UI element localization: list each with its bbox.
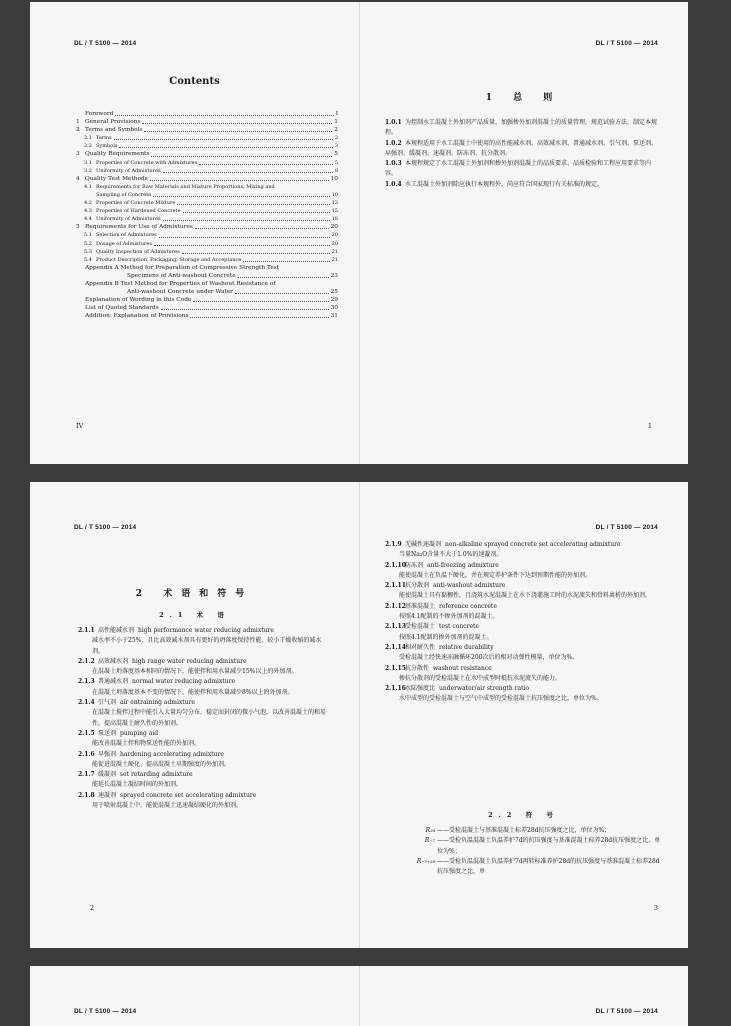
- running-header: DL / T 5100 — 2014: [595, 40, 658, 47]
- term-heading: [385, 684, 661, 694]
- toc-page: 8: [334, 167, 338, 174]
- toc-page: 5: [334, 159, 338, 166]
- toc-text: Sampling of Concrete: [96, 191, 152, 198]
- term-number: 2.1.1: [78, 627, 95, 634]
- term-cn: 高效减水剂: [98, 657, 129, 665]
- toc-entry: [76, 231, 338, 239]
- term-number: 2.1.16: [385, 685, 406, 693]
- toc-page: 20: [331, 232, 338, 239]
- toc-page: 21: [331, 248, 338, 255]
- toc-entry: [76, 312, 338, 320]
- toc-entry: [76, 159, 338, 167]
- term-cn: 缓凝剂: [98, 771, 117, 779]
- term-en: set retarding admixture: [120, 771, 193, 779]
- toc-entry: [76, 199, 338, 207]
- terms-list: [78, 626, 330, 811]
- term-heading: [385, 602, 661, 612]
- toc-page: 20: [330, 224, 338, 231]
- toc-leader: [190, 317, 328, 318]
- chapter-body: [385, 118, 661, 190]
- toc-entry: [76, 248, 338, 256]
- term-heading: [78, 770, 330, 780]
- toc-leader: [115, 115, 333, 116]
- term-heading: [78, 626, 330, 636]
- toc-number: 4.4: [84, 216, 92, 223]
- toc-text: Addition: Explanation of Provisions: [85, 313, 189, 320]
- term-heading: [78, 729, 330, 739]
- terms-page-left: [30, 482, 359, 948]
- toc-text: Uniformity of Admixtures: [96, 216, 161, 223]
- toc-leader: [119, 147, 332, 148]
- toc-leader: [163, 220, 330, 221]
- toc-leader: [150, 180, 329, 181]
- toc-text: Selection of Admixtures: [96, 232, 157, 239]
- clause: [385, 159, 661, 180]
- term-en: high range water reducing admixture: [132, 657, 247, 665]
- toc-number: 4.1: [84, 183, 92, 190]
- term-cn: 受检混凝土: [405, 623, 436, 631]
- page-number: IV: [76, 422, 84, 430]
- toc-leader: [144, 131, 332, 132]
- toc-entry: [76, 110, 338, 118]
- running-header: DL / T 5100 — 2014: [74, 524, 137, 531]
- toc-number: 5.2: [84, 240, 92, 247]
- term-definition: 按照4.1配制的不掺外加剂的混凝土。: [399, 613, 499, 621]
- term-definition: 减水率不小于25%，且比高效减水剂具有更好的坍落度保持性能、较小干燥收缩的减水剂。: [92, 637, 322, 655]
- term-heading: [385, 561, 661, 571]
- toc-entry: [76, 142, 338, 150]
- toc-leader: [161, 309, 329, 310]
- toc-entry: [76, 150, 338, 158]
- term-cn: 普通减水剂: [98, 678, 129, 686]
- term-definition: 用于喷射混凝土中，能使混凝土迅速凝结硬化的外加剂。: [92, 802, 243, 810]
- toc-leader: [159, 237, 330, 238]
- toc-entry: [76, 167, 338, 175]
- symbol-definition: ——受检混凝土与基准混凝土标养28d抗压强度之比，单位为%；: [437, 827, 611, 834]
- toc-leader: [153, 196, 329, 197]
- toc-entry: [76, 272, 338, 280]
- term-number: 2.1.14: [385, 643, 406, 651]
- toc-text: Explanation of Wording in this Code: [85, 297, 192, 304]
- term-definition: 能使混凝土在负温下硬化，并在规定养护条件下达到预期性能的外加剂。: [399, 571, 592, 579]
- clause-text: 为控制水工混凝土外加剂产品质量，加强掺外加剂混凝土的质量管理，规范试验方法，制定本规程。: [385, 119, 658, 137]
- toc-leader: [243, 261, 329, 262]
- toc-page: 20: [331, 240, 338, 247]
- toc-text: Requirements for Raw Materials and Mixture Proportions, Mixing and: [96, 183, 275, 190]
- toc-leader: [163, 172, 333, 173]
- clause-text: 本规程规定了水工混凝土外加剂和掺外加剂混凝土的品质要求、品质检验和工程应用要求等内容。: [385, 160, 652, 178]
- term-en: anti-washout admixture: [433, 582, 506, 590]
- running-header: DL / T 5100 — 2014: [595, 1008, 658, 1015]
- toc-text: Foreword: [85, 111, 114, 117]
- toc-text: Properties of Hardened Concrete: [96, 208, 181, 215]
- toc-text: Anti-washout Concrete under Water: [127, 289, 233, 296]
- term-heading: [385, 622, 661, 632]
- term-cn: 抗分散性: [405, 664, 430, 672]
- term-definition: 能延长混凝土凝结时间的外加剂。: [92, 781, 183, 789]
- toc-number: 4: [76, 175, 80, 182]
- term-en: high performance water reducing admixture: [138, 627, 274, 634]
- toc-leader: [199, 164, 333, 165]
- toc-leader: [195, 228, 329, 229]
- toc-page: 13: [331, 200, 338, 207]
- toc-page: 25: [330, 289, 338, 296]
- toc-text: General Provisions: [85, 119, 141, 126]
- terms-page-right: [359, 482, 688, 948]
- toc-number: 3: [76, 151, 80, 158]
- term-number: 2.1.12: [385, 602, 406, 610]
- term-heading: [385, 581, 661, 591]
- toc-text: Quality Test Methods: [85, 175, 148, 182]
- term-cn: 相对耐久性: [405, 643, 436, 651]
- toc-leader: [177, 204, 329, 205]
- term-heading: [385, 664, 661, 674]
- toc-entry: [76, 191, 338, 199]
- term-cn: 基准混凝土: [405, 602, 436, 610]
- toc-number: 3.2: [84, 167, 92, 174]
- running-header: DL / T 5100 — 2014: [595, 524, 658, 531]
- toc-text: Appendix A Method for Preparation of Compressive Strength Test: [85, 264, 280, 271]
- toc-page: 30: [330, 305, 338, 312]
- term-number: 2.1.5: [78, 729, 95, 737]
- toc-entry: [76, 264, 338, 272]
- chapter-title: 1 总 则: [485, 93, 562, 103]
- toc-entry: [76, 256, 338, 264]
- term-cn: 防冻剂: [405, 561, 424, 569]
- term-definition: 在混凝土坍落度基本不变的情况下，能使拌和用水量减少8%以上的外加剂。: [92, 688, 294, 696]
- term-en: test concrete: [439, 623, 479, 631]
- toc-entry: [76, 280, 338, 288]
- toc-entry: [76, 207, 338, 215]
- term-definition: 受检混凝土经快速冻融循环200次后的相对动弹性模量，单位为%。: [399, 654, 579, 662]
- term-definition: 在混凝土搅拌过程中能引入大量均匀分布、稳定而封闭的微小气泡，以改善混凝土的和易性，提高混凝土耐久性的外加剂。: [92, 709, 327, 727]
- term-en: non-alkaline sprayed concrete set accelerating admixture: [445, 541, 621, 548]
- term-definition: 当量Na₂O含量不大于1.0%的速凝剂。: [399, 551, 503, 559]
- toc-leader: [183, 212, 330, 213]
- toc-text: Symbols: [96, 143, 118, 150]
- toc-page: 3: [334, 143, 338, 150]
- term-en: normal water reducing admixture: [132, 678, 236, 686]
- toc-text: Terms and Symbols: [85, 127, 143, 134]
- term-cn: 引气剂: [98, 699, 117, 707]
- term-definition: 掺抗分散剂的受检混凝土在水中成型时抵抗水泥流失的能力。: [399, 674, 562, 682]
- term-number: 2.1.10: [385, 561, 406, 569]
- term-number: 2.1.8: [78, 791, 95, 799]
- toc-text: Properties of Concrete with Admixtures: [96, 159, 198, 166]
- symbol-entry: [385, 826, 661, 836]
- term-heading: [78, 698, 330, 708]
- toc-entry: [76, 175, 338, 183]
- toc-text: Specimens of Anti-washout Concrete: [127, 272, 236, 279]
- toc-page: 2: [334, 127, 338, 134]
- toc-entry: [76, 223, 338, 231]
- term-en: underwater/air strength ratio: [439, 685, 530, 693]
- toc-number: 5: [76, 224, 80, 231]
- toc-number: 4.2: [84, 200, 92, 207]
- symbol: R₂₈: [425, 827, 435, 834]
- toc-page: 29: [330, 297, 338, 304]
- symbol-entry: [385, 857, 661, 878]
- clause-text: 水工混凝土外加剂除应执行本规程外，尚应符合国家现行有关标准的规定。: [405, 180, 604, 188]
- page-spread-3: [30, 966, 688, 1026]
- toc-text: Quality Requirements: [85, 151, 150, 158]
- term-definition: 水中成型的受检混凝土与空气中成型的受检混凝土抗压强度之比，单位为%。: [399, 695, 603, 703]
- contents-page: [30, 2, 359, 464]
- toc-page: 5: [334, 151, 338, 158]
- clause-number: 1.0.2: [385, 139, 402, 147]
- term-cn: 高性能减水剂: [98, 627, 135, 634]
- running-header: DL / T 5100 — 2014: [74, 1008, 137, 1015]
- term-heading: [78, 750, 330, 760]
- clause: [385, 118, 661, 139]
- term-number: 2.1.4: [78, 699, 95, 707]
- term-heading: [385, 643, 661, 653]
- term-definition: 按照4.1配制的掺外加剂的混凝土。: [399, 633, 493, 641]
- toc-page: I: [335, 111, 338, 117]
- term-en: washout resistance: [433, 664, 492, 672]
- toc-leader: [193, 301, 328, 302]
- term-definition: 在混凝土坍落度基本相同的情况下，能使拌和用水量减少15%以上的外加剂。: [92, 668, 298, 676]
- toc-text: Requirements for Use of Admixtures: [85, 224, 193, 231]
- toc-text: Product Description, Packaging, Storage and Acceptance: [96, 256, 242, 263]
- toc-number: 1: [76, 119, 80, 126]
- symbol-definition: ——受检负温混凝土负温养护7d的抗压强度与基准混凝土标养28d抗压强度之比，单位为%；: [437, 837, 661, 855]
- toc-leader: [142, 123, 332, 124]
- term-number: 2.1.2: [78, 657, 95, 665]
- term-number: 2.1.6: [78, 750, 95, 758]
- toc-page: 18: [331, 216, 338, 223]
- term-number: 2.1.15: [385, 664, 406, 672]
- toc-page: 23: [330, 272, 338, 279]
- term-number: 2.1.3: [78, 678, 95, 686]
- toc-page: 1: [334, 119, 338, 126]
- clause-number: 1.0.1: [385, 119, 402, 126]
- toc-number: 5.1: [84, 232, 92, 239]
- term-definition: 能改善混凝土拌和物泵送性能的外加剂。: [92, 740, 201, 748]
- toc-leader: [235, 293, 329, 294]
- term-cn: 抗分散剂: [405, 582, 430, 590]
- term-number: 2.1.13: [385, 623, 406, 631]
- term-heading: [385, 540, 661, 550]
- toc-page: 21: [331, 256, 338, 263]
- section-title: 2.1 术 语: [159, 611, 230, 619]
- toc-number: 4.3: [84, 208, 92, 215]
- toc-entry: [76, 183, 338, 191]
- page-number: 3: [653, 904, 658, 912]
- clause: [385, 139, 661, 160]
- terms-list: [385, 540, 661, 705]
- toc-text: Uniformity of Admixtures: [96, 167, 161, 174]
- term-en: air entraining admixture: [120, 699, 195, 707]
- section-title: 2.2 符 号: [488, 811, 559, 819]
- term-heading: [78, 657, 330, 667]
- toc-page: 15: [331, 208, 338, 215]
- symbols-list: [385, 826, 661, 877]
- symbol: R₋₇: [424, 837, 435, 845]
- term-en: hardening accelerating admixture: [120, 750, 224, 758]
- symbol-entry: [385, 836, 661, 857]
- term-heading: [78, 791, 330, 801]
- toc-text: Terms: [96, 135, 112, 142]
- page-spread-2: [30, 482, 688, 948]
- page-number: 2: [90, 904, 95, 912]
- toc-entry: [76, 215, 338, 223]
- toc-number: 3.1: [84, 159, 92, 166]
- toc-entry: [76, 118, 338, 126]
- toc-number: 2.1: [84, 135, 92, 142]
- term-number: 2.1.11: [385, 582, 406, 590]
- term-cn: 早强剂: [98, 750, 117, 758]
- clause-text: 本规程适用于水工混凝土中使用的高性能减水剂、高效减水剂、普通减水剂、引气剂、泵送剂、早强剂、缓凝剂、速凝剂、防冻剂、抗分散剂。: [385, 139, 658, 157]
- page-spread-1: [30, 2, 688, 464]
- running-header: DL / T 5100 — 2014: [74, 40, 137, 47]
- term-cn: 无碱性速凝剂: [405, 541, 442, 548]
- page-number: 1: [647, 422, 652, 430]
- clause-number: 1.0.4: [385, 180, 402, 188]
- term-definition: 能使混凝土具有黏稠性，且浇筑水泥混凝土在水下浇灌施工时的水泥流失和骨料离析的外加剂。: [399, 592, 652, 600]
- toc-text: Quality Inspection of Admixtures: [96, 248, 180, 255]
- clause-number: 1.0.3: [385, 160, 402, 168]
- toc-page: 2: [334, 135, 338, 142]
- term-heading: [78, 677, 330, 687]
- term-en: reference concrete: [439, 602, 497, 610]
- toc-text: List of Quoted Standards: [85, 305, 159, 312]
- symbol-definition: ——受检负温混凝土负温养护7d再转标准养护28d的抗压强度与基准混凝土标养28d抗压强度之比，单: [437, 857, 660, 876]
- term-en: pumping aid: [120, 729, 159, 737]
- term-en: relative durability: [439, 643, 494, 651]
- table-of-contents: [76, 110, 338, 320]
- toc-page: 10: [331, 191, 338, 198]
- toc-leader: [182, 253, 330, 254]
- toc-number: 5.4: [84, 256, 92, 263]
- toc-leader: [114, 139, 333, 140]
- toc-leader: [154, 245, 330, 246]
- symbol: R₋₇₊₂₈: [416, 857, 435, 865]
- term-cn: 水陆强度比: [405, 685, 436, 693]
- chapter-1-page: [359, 2, 688, 464]
- toc-page: 10: [330, 175, 338, 182]
- term-en: sprayed concrete set accelerating admixture: [120, 791, 257, 799]
- toc-number: 5.3: [84, 248, 92, 255]
- term-cn: 泵送剂: [98, 729, 117, 737]
- toc-entry: [76, 304, 338, 312]
- toc-number: 2: [76, 127, 80, 134]
- term-cn: 速凝剂: [98, 791, 117, 799]
- toc-entry: [76, 126, 338, 134]
- term-definition: 能促进混凝土硬化、提高混凝土早期强度的外加剂。: [92, 760, 231, 768]
- term-en: anti-freezing admixture: [427, 561, 499, 569]
- toc-entry: [76, 296, 338, 304]
- toc-text: Dosage of Admixtures: [96, 240, 152, 247]
- toc-text: Appendix B Test Method for Properties of Washout Resistance of: [85, 280, 276, 287]
- toc-entry: [76, 134, 338, 142]
- contents-title: Contents: [169, 76, 220, 87]
- chapter-title: 2 术语和符号: [135, 589, 254, 599]
- clause: [385, 180, 661, 190]
- toc-text: Properties of Concrete Mixture: [96, 200, 176, 207]
- toc-leader: [151, 156, 332, 157]
- term-number: 2.1.9: [385, 541, 402, 548]
- toc-entry: [76, 240, 338, 248]
- term-number: 2.1.7: [78, 771, 95, 779]
- toc-number: 2.2: [84, 143, 92, 150]
- toc-entry: [76, 288, 338, 296]
- toc-page: 31: [330, 313, 338, 320]
- toc-leader: [238, 277, 329, 278]
